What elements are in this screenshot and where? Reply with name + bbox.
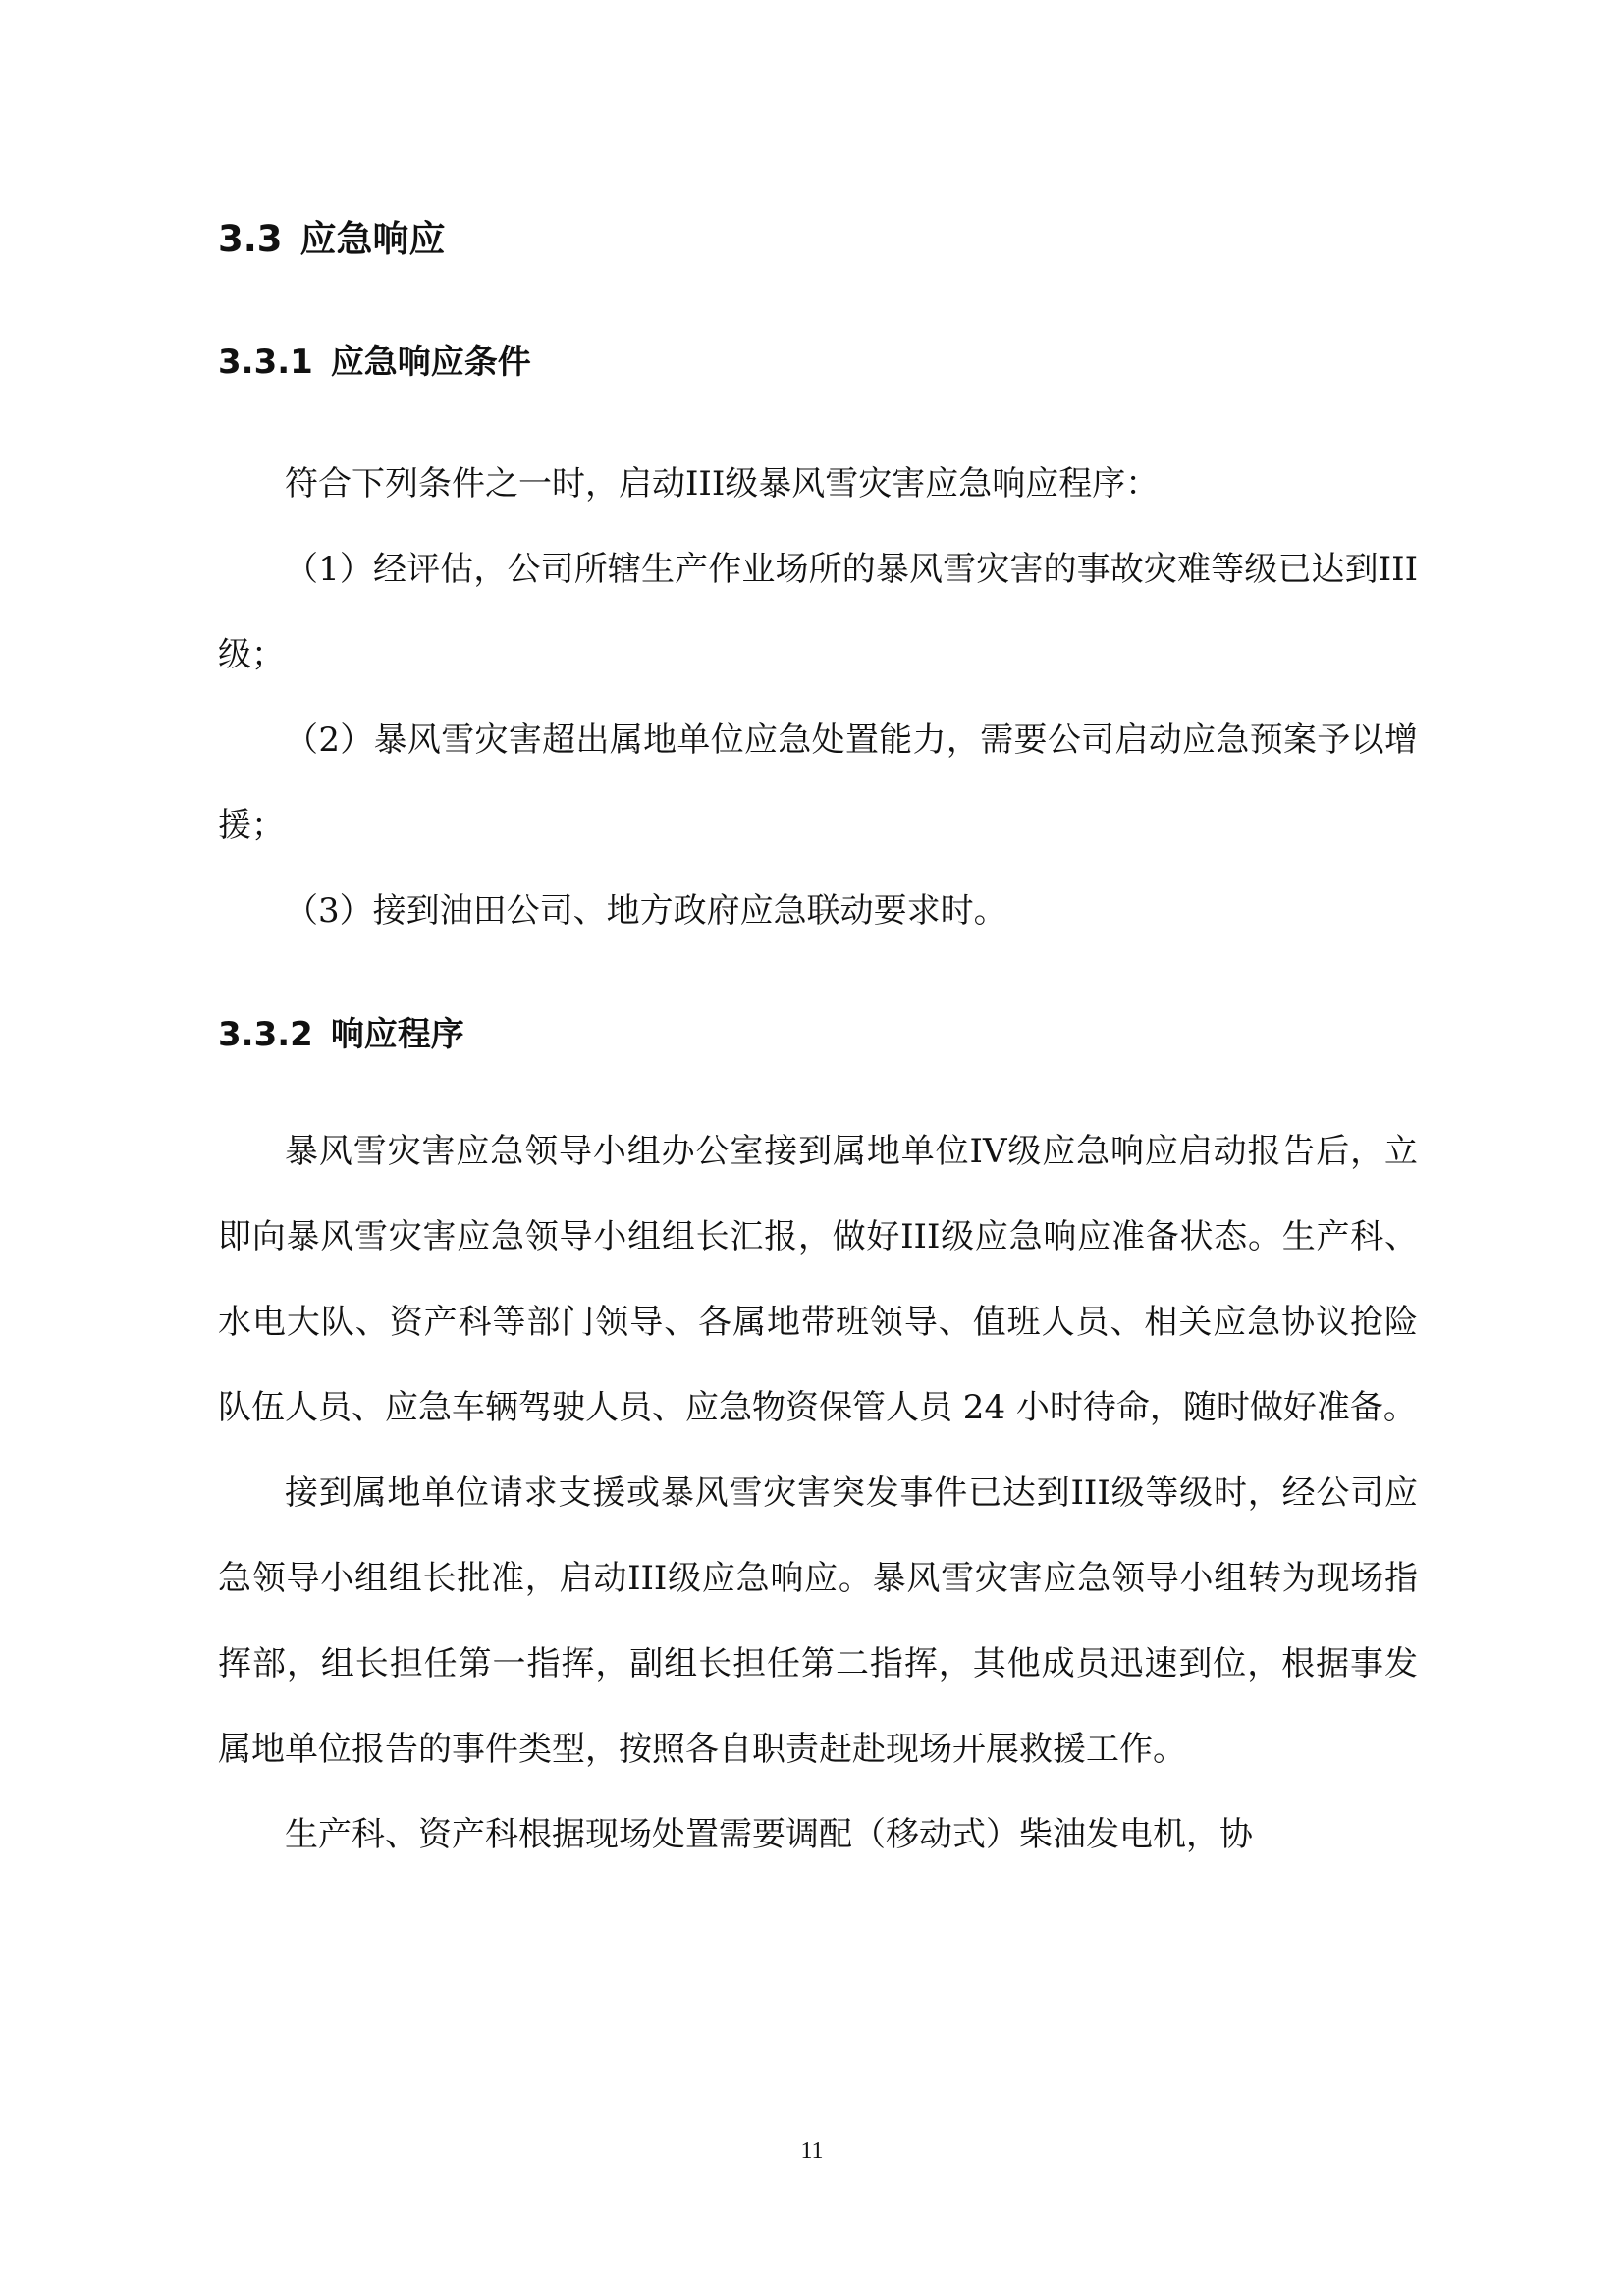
- paragraph: 符合下列条件之一时，启动III级暴风雪灾害应急响应程序：: [285, 464, 1160, 504]
- list-item-3: （3）接到油田公司、地方政府应急联动要求时。: [285, 891, 1007, 931]
- subsection-title: 响应程序: [330, 1015, 464, 1054]
- section-title: 应急响应: [299, 218, 446, 260]
- subsection-title: 应急响应条件: [330, 343, 531, 382]
- paragraph: 暴风雪灾害应急领导小组办公室接到属地单位IV级应急响应启动报告后，立即向暴风雪灾害应急领导小组组长汇报，做好III级应急响应准备状态。生产科、水电大队、资产科等部门领导、各属地带班领导、值班人员、相关应急协议抢险队伍人员、应急车辆驾驶人员、应急物资保管人员 24 小时待命，随时做好准备。: [218, 1132, 1418, 1427]
- page-number: 11: [800, 2138, 824, 2163]
- subsection-number: 3.3.1: [218, 343, 313, 382]
- subsection-heading-conditions: [218, 339, 531, 386]
- paragraph: 生产科、资产科根据现场处置需要调配（移动式）柴油发电机，协: [285, 1815, 1253, 1854]
- list-item-1: （1）经评估，公司所辖生产作业场所的暴风雪灾害的事故灾难等级已达到III级；: [218, 550, 1418, 674]
- section-heading: [218, 214, 446, 265]
- section-number: 3.3: [218, 218, 283, 260]
- subsection-heading-procedure: [218, 1011, 464, 1058]
- procedure-body: [218, 1109, 1418, 1878]
- list-item-2: （2）暴风雪灾害超出属地单位应急处置能力，需要公司启动应急预案予以增援；: [218, 721, 1418, 845]
- subsection-number: 3.3.2: [218, 1015, 313, 1054]
- paragraph: 接到属地单位请求支援或暴风雪灾害突发事件已达到III级等级时，经公司应急领导小组组长批准，启动III级应急响应。暴风雪灾害应急领导小组转为现场指挥部，组长担任第一指挥，副组长担任第二指挥，其他成员迅速到位，根据事发属地单位报告的事件类型，按照各自职责赶赴现场开展救援工作。: [218, 1473, 1418, 1769]
- conditions-body: [218, 442, 1418, 954]
